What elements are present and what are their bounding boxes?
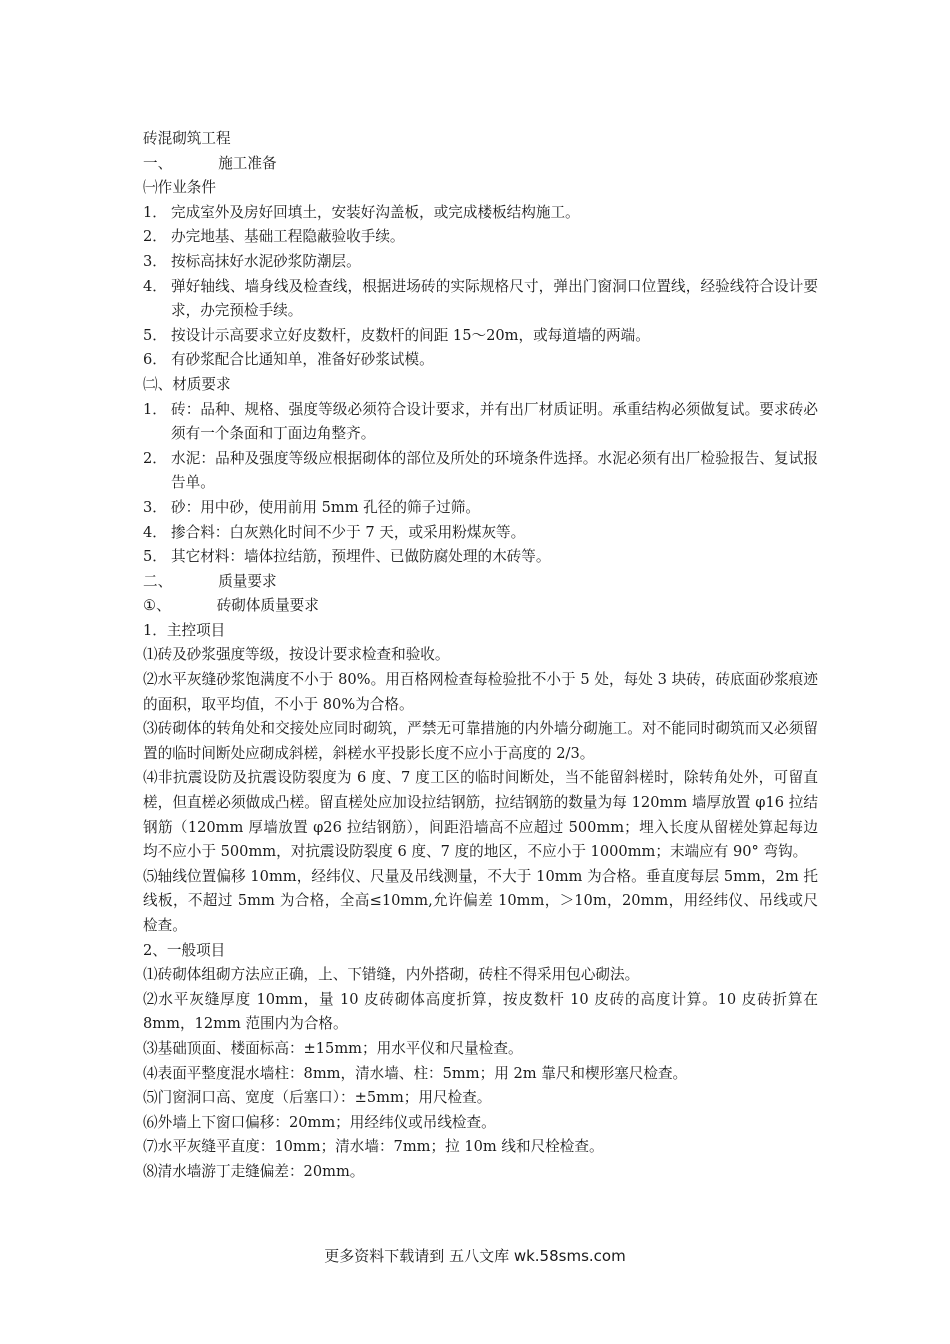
list-item: 5． 其它材料：墙体拉结筋，预埋件、已做防腐处理的木砖等。 (143, 548, 551, 566)
subsection-heading: ㈠作业条件 (143, 179, 216, 197)
paragraph: ⑵水平灰缝厚度 10mm，量 10 皮砖砌体高度折算，按皮数杆 10 皮砖的高度计算。10 皮砖折算在 8mm，12mm 范围内为合格。 (143, 990, 818, 1033)
general-items-heading: 2、一般项目 (143, 941, 226, 959)
paragraph: ⑷非抗震设防及抗震设防裂度为 6 度、7 度工区的临时间断处，当不能留斜槎时，除转角处外，可留直槎，但直槎必须做成凸槎。留直槎处应加设拉结钢筋，拉结钢筋的数量为每 120mm 墙厚放置 φ16 拉结钢筋（120mm 厚墙放置 φ26 拉结钢筋），间距沿墙高不应超过 500mm；埋入长度从留槎处算起每边均不应小于 500mm，对抗震设防裂度 6 度、7 度的地区，不应小于 1000mm；末端应有 90° 弯钩。 (143, 769, 818, 861)
paragraph: ⑻清水墙游丁走缝偏差：20mm。 (143, 1162, 365, 1180)
list-item: 4． 弹好轴线、墙身线及检查线，根据进场砖的实际规格尺寸，弹出门窗洞口位置线，经验线符合设计要求，办完预检手续。 (143, 277, 818, 320)
paragraph: ⑸轴线位置偏移 10mm，经纬仪、尺量及吊线测量，不大于 10mm 为合格。垂直度每层 5mm，2m 托线板，不超过 5mm 为合格，全高≤10mm,允许偏差 10mm，＞10m，20mm，用经纬仪、吊线或尺检查。 (143, 867, 818, 934)
list-item: 1． 完成室外及房好回填土，安装好沟盖板，或完成楼板结构施工。 (143, 203, 580, 221)
paragraph: ⑸门窗洞口高、宽度（后塞口）：±5mm；用尺检查。 (143, 1089, 492, 1107)
paragraph: ⑵水平灰缝砂浆饱满度不小于 80%。用百格网检查每检验批不小于 5 处，每处 3 块砖，砖底面砂浆痕迹的面积，取平均值，不小于 80%为合格。 (143, 671, 818, 713)
section-heading-2: 二、 质量要求 (143, 572, 277, 590)
doc-title: 砖混砌筑工程 (143, 130, 231, 147)
paragraph: ⑺水平灰缝平直度：10mm；清水墙：7mm；拉 10m 线和尺栓检查。 (143, 1138, 604, 1156)
paragraph: ⑴砖砌体组砌方法应正确，上、下错缝，内外搭砌，砖柱不得采用包心砌法。 (143, 966, 640, 984)
list-item: 2． 水泥：品种及强度等级应根据砌体的部位及所处的环境条件选择。水泥必须有出厂检验报告、复试报告单。 (143, 449, 818, 492)
paragraph: ⑷表面平整度混水墙柱：8mm，清水墙、柱：5mm；用 2m 靠尺和楔形塞尺检查。 (143, 1064, 688, 1082)
section-heading-1: 一、 施工准备 (143, 154, 277, 172)
footer-link[interactable]: 更多资料下载请到 五八文库 wk.58sms.com (324, 1247, 626, 1265)
list-item: 2． 办完地基、基础工程隐蔽验收手续。 (143, 228, 405, 246)
paragraph: ⑹外墙上下窗口偏移：20mm；用经纬仪或吊线检查。 (143, 1113, 496, 1131)
paragraph: ⑴砖及砂浆强度等级，按设计要求检查和验收。 (143, 646, 450, 664)
list-item: 6． 有砂浆配合比通知单，准备好砂浆试模。 (143, 351, 434, 369)
subsection-heading: ①、 砖砌体质量要求 (143, 597, 319, 615)
list-item: 1． 砖：品种、规格、强度等级必须符合设计要求，并有出厂材质证明。承重结构必须做复试。要求砖必须有一个条面和丁面边角整齐。 (143, 400, 818, 443)
list-item: 3． 砂：用中砂，使用前用 5mm 孔径的筛子过筛。 (143, 498, 480, 516)
list-item: 5． 按设计示高要求立好皮数杆，皮数杆的间距 15～20m，或每道墙的两端。 (143, 326, 650, 344)
list-item: 4． 掺合料：白灰熟化时间不少于 7 天，或采用粉煤灰等。 (143, 523, 526, 541)
document-body (143, 127, 818, 1185)
paragraph: ⑶基础顶面、楼面标高：±15mm；用水平仪和尺量检查。 (143, 1039, 523, 1057)
paragraph: ⑶砖砌体的转角处和交接处应同时砌筑，严禁无可靠措施的内外墙分砌施工。对不能同时砌筑而又必须留置的临时间断处应砌成斜槎，斜槎水平投影长度不应小于高度的 2/3。 (143, 720, 818, 762)
subsection-heading: ㈡、材质要求 (143, 375, 231, 393)
main-items-heading: 1．主控项目 (143, 621, 226, 639)
list-item: 3． 按标高抹好水泥砂浆防潮层。 (143, 252, 361, 270)
